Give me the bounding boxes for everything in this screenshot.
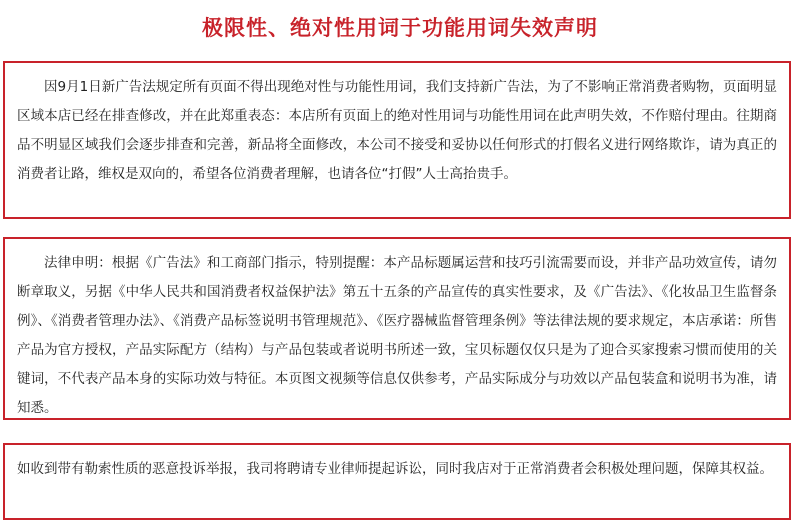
page-title: 极限性、绝对性用词于功能用词失效声明 [202, 16, 598, 40]
notice-text: 因9月1日新广告法规定所有页面不得出现绝对性与功能性用词，我们支持新广告法，为了不影响正常消费者购物，页面明显区域本店已经在排查修改，并在此郑重表态：本店所有页面上的绝对性用词与功能性用词在此声明失效，不作赔付理由。往期商品不明显区域我们会逐步排查和完善，新品将全面修改，本公司不接受和妥协以任何形式的打假名义进行网络欺诈，请为真正的消费者让路，维权是双向的，希望各位消费者理解，也请各位“打假”人士高抬贵手。 [17, 79, 777, 182]
notice-text: 法律申明：根据《广告法》和工商部门指示，特别提醒：本产品标题属运营和技巧引流需要而设，并非产品功效宣传，请勿断章取义，另据《中华人民共和国消费者权益保护法》第五十五条的产品宣传的真实性要求，及《广告法》、《化妆品卫生监督条例》、《消费者管理办法》、《消费产品标签说明书管理规范》、《医疗器械监督管理条例》等法律法规的要求规定，本店承诺：所售产品为官方授权，产品实际配方（结构）与产品包装或者说明书所述一致，宝贝标题仅仅只是为了迎合买家搜索习惯而使用的关键词，不代表产品本身的实际功效与特征。本页图文视频等信息仅供参考，产品实际成分与功效以产品包装盒和说明书为准，请知悉。 [17, 255, 777, 416]
notice-box-complaint-warning [3, 443, 791, 520]
notice-box-ad-law [3, 61, 791, 219]
notice-box-legal-statement [3, 237, 791, 420]
notice-text: 如收到带有勒索性质的恶意投诉举报，我司将聘请专业律师提起诉讼，同时我店对于正常消费者会积极处理问题，保障其权益。 [17, 461, 773, 477]
